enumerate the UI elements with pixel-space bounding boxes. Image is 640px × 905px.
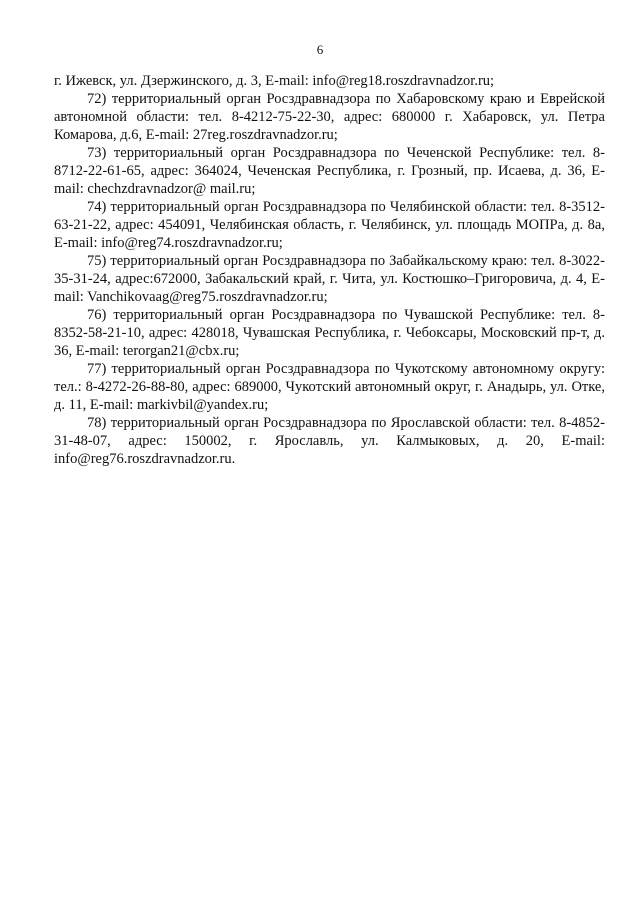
lead-line: г. Ижевск, ул. Дзержинского, д. 3, E-mail: info@reg18.roszdravnadzor.ru; xyxy=(54,73,495,89)
entry-number: 77) xyxy=(87,361,107,377)
entry-number: 74) xyxy=(87,199,107,215)
entry-text: территориальный орган Росздравнадзора по Хабаровскому краю и Еврейской автономной области: тел. 8-4212-75-22-30, адрес: 680000 г. Хабаровск, ул. Петра Комарова, д.6, E-mail: 27reg.roszdravnadzor.ru; xyxy=(54,91,605,143)
entry-text: территориальный орган Росздравнадзора по Чеченской Республике: тел. 8-8712-22-61-65, адрес: 364024, Чеченская Республика, г. Грозный, пр. Исаева, д. 36, E-mail: chechzdravnadzor@ mail.ru; xyxy=(54,145,606,197)
entry-number: 75) xyxy=(87,253,107,269)
entry-text: территориальный орган Росздравнадзора по Чукотскому автономному округу: тел.: 8-4272-26-88-80, адрес: 689000, Чукотский автономный округ, г. Анадырь, ул. Отке, д. 11, E-mail: markivbil@yandex.ru; xyxy=(54,361,605,413)
entry-number: 78) xyxy=(87,415,107,431)
entry-number: 72) xyxy=(87,91,107,107)
entry-text: территориальный орган Росздравнадзора по Забайкальскому краю: тел. 8-3022-35-31-24, адрес:672000, Забакальский край, г. Чита, ул. Костюшко–Григоровича, д. 4, E-mail: Vanchikovaag@reg75.roszdravnadzor.ru; xyxy=(54,253,606,305)
entry-text: территориальный орган Росздравнадзора по Челябинской области: тел. 8-3512-63-21-22, адрес: 454091, Челябинская область, г. Челябинск, ул. площадь МОПРа, д. 8а, E-mail: info@reg74.roszdravnadzor.ru; xyxy=(54,199,605,251)
entry-75 xyxy=(54,252,605,306)
entry-76 xyxy=(54,306,605,360)
document-body xyxy=(54,72,605,468)
page-number: 6 xyxy=(316,42,324,57)
entry-number: 73) xyxy=(87,145,107,161)
entry-78 xyxy=(54,414,605,468)
entry-72 xyxy=(54,90,605,144)
entry-73 xyxy=(54,144,605,198)
entry-text: территориальный орган Росздравнадзора по Чувашской Республике: тел. 8-8352-58-21-10, адрес: 428018, Чувашская Республика, г. Чебоксары, Московский пр-т, д. 36, E-mail: terorgan21@cbx.ru; xyxy=(54,307,606,359)
entry-number: 76) xyxy=(87,307,107,323)
entry-74 xyxy=(54,198,605,252)
entry-77 xyxy=(54,360,605,414)
entry-text: территориальный орган Росздравнадзора по Ярославской области: тел. 8-4852-31-48-07, адрес: 150002, г. Ярославль, ул. Калмыковых, д. 20, E-mail: info@reg76.roszdravnadzor.ru. xyxy=(54,415,605,467)
